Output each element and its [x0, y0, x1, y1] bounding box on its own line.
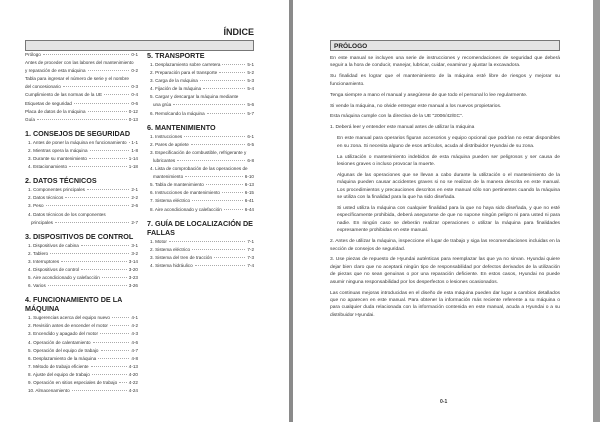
toc-entry-title: 5. Aire acondicionado y calefacción [28, 275, 100, 281]
toc-entry[interactable] [147, 101, 254, 109]
dot-leader [37, 119, 127, 120]
dot-leader [169, 241, 246, 242]
dot-leader [92, 374, 127, 375]
toc-page-number: 4-13 [128, 363, 138, 369]
toc-page-number: 6-13 [244, 182, 254, 188]
toc-entry-title: 3. Carga de la máquina [150, 78, 198, 84]
toc-page-number: 6-15 [244, 190, 254, 196]
toc-entry-title: 8. Ajuste del equipo de trabajo [28, 371, 90, 377]
dot-leader [101, 350, 130, 351]
toc-entry[interactable] [147, 61, 254, 69]
dot-leader [185, 176, 243, 177]
paragraph: Si usted utiliza la máquina con cualquier finalidad para la que no haya sido diseñada, y que no esté específicamente prohibida, deberá asegurarse de que no supone ningún peligro ni para usted ni para nadie. En ningún caso se deberán realizar operaciones o utilizar la máquina para finalidades expresamente prohibidas en este manual. [337, 206, 560, 234]
paragraph: 3. Use piezas de repuesto de Hyundai auténticas para reemplazar las que ya no sirvan. Hyundai quiere dejar bien claro que no aceptará ningún tipo de responsabilidad por defectos derivados de la utilización de piezas que no sean genuinas o por una reparación deficiente. En estos casos, Hyundai no puede asumir ninguna responsabilidad por los desperfectos o lesiones ocasionados. [330, 257, 560, 285]
toc-page-number: 5-3 [247, 78, 254, 84]
toc-entry-title: y reparación de esta máquina [25, 68, 86, 74]
toc-entry[interactable] [147, 141, 254, 149]
toc-entry-title: 1. Antes de poner la máquina en funcionamiento [28, 139, 127, 145]
dot-leader [43, 54, 130, 55]
toc-entry-title: Etiquetas de seguridad [25, 100, 72, 106]
toc-entry-title: 2. Pares de apriete [150, 141, 189, 147]
toc-page-number: 1-18 [128, 164, 138, 170]
dot-leader [90, 150, 130, 151]
dot-leader [98, 358, 129, 359]
toc-entry[interactable] [25, 83, 138, 91]
toc-page-number: 1-14 [128, 156, 138, 162]
toc-entry[interactable] [25, 355, 138, 363]
toc-entry[interactable] [147, 181, 254, 189]
paragraph: 1. Deberá leer y entender este manual antes de utilizar la máquina [330, 125, 475, 131]
toc-entry[interactable] [25, 155, 138, 163]
toc-entry-title: 3. Encendido y apagado del motor [28, 331, 98, 337]
toc-page-number: 3-1 [131, 242, 138, 248]
toc-page-number: 2-2 [131, 195, 138, 201]
toc-entry[interactable] [147, 149, 254, 157]
toc-page-number: 0-3 [131, 84, 138, 90]
toc-entry[interactable] [147, 206, 254, 214]
toc-page-number: 6-5 [247, 141, 254, 147]
dot-leader [65, 197, 129, 198]
section-heading: 2. DATOS TÉCNICOS [25, 176, 97, 186]
toc-entry[interactable] [25, 108, 138, 116]
toc-page-number: 2-6 [131, 203, 138, 209]
dot-leader [81, 245, 130, 246]
toc-entry-title: 2. Tablero [28, 250, 49, 256]
dot-leader [74, 103, 129, 104]
page-title: ÍNDICE [223, 27, 254, 37]
paragraph: La utilización o mantenimiento indebidos de esta máquina pueden ser peligrosos y ser causa de lesiones graves o incluso provocar la muerte. [337, 154, 560, 167]
toc-entry-title: Cumplimiento de las normas de la UE [25, 92, 103, 98]
toc-page-number: 1-1 [131, 139, 138, 145]
paragraph: Si vende la máquina, no olvide entregar este manual a los nuevos propietarios. [330, 103, 502, 109]
toc-entry[interactable] [25, 75, 138, 83]
toc-entry-title: 7. Sistema eléctrico [150, 198, 191, 204]
toc-entry-title: 5. Cargar y descargar la máquina mediante [150, 94, 239, 100]
dot-leader [222, 64, 245, 65]
toc-entry-title: 6. Desplazamiento de la máquina [28, 355, 97, 361]
toc-entry[interactable] [147, 173, 254, 181]
toc-entry[interactable] [25, 250, 138, 258]
toc-page-number: 7-4 [247, 262, 254, 268]
toc-entry-title: 3. Interruptores [28, 258, 60, 264]
dot-leader [192, 249, 245, 250]
dot-leader [91, 366, 127, 367]
toc-entry-title: 1. Motor [150, 238, 167, 244]
dot-leader [119, 382, 127, 383]
toc-entry-title: 2. Datos técnicos [28, 195, 64, 201]
toc-entry-title: 2. Preparación para el transporte [150, 70, 218, 76]
toc-entry-title: 4. Operación de calentamiento [28, 339, 91, 345]
toc-page-number: 0-13 [128, 116, 138, 122]
toc-entry[interactable] [147, 262, 254, 270]
toc-entry-title: 4. Datos técnicos de los componentes [28, 211, 106, 217]
dot-leader [88, 70, 130, 71]
dot-leader [195, 265, 246, 266]
toc-entry[interactable] [147, 93, 254, 101]
section-title: PRÓLOGO [334, 43, 368, 50]
toc-entry-title: principales [31, 219, 53, 225]
dot-leader [102, 277, 127, 278]
toc-entry[interactable] [147, 69, 254, 77]
toc-entry[interactable] [147, 189, 254, 197]
dot-leader [207, 113, 246, 114]
toc-entry-title: Prólogo [25, 52, 41, 57]
toc-entry-title: 6. Instrucciones de mantenimiento [150, 190, 220, 196]
paragraph: Las continuas mejoras introducidas en el diseño de esta máquina pueden dar lugar a cambios detallados que no aparecen en este manual. Para obtener la información más reciente referente a su máquina o para cualquier duda relacionada con la información contenida en este manual, acuda a Hyundai o a su distribuidor Hyundai. [330, 290, 560, 318]
toc-entry-title: 4. Lista de comprobación de las operaciones de [150, 166, 248, 172]
paragraph: 2. Antes de utilizar la máquina, inspeccione el lugar de trabajo y siga las recomendaciones incluidas en la sección de consejos de seguridad. [330, 239, 560, 252]
dot-leader [110, 325, 129, 326]
toc-page-number: 0-1 [131, 52, 138, 57]
toc-entry[interactable] [25, 282, 138, 290]
section-heading: 6. MANTENIMIENTO [147, 122, 216, 132]
toc-entry-title: 3. Especificación de combustible, refrigerante y [150, 149, 247, 155]
dot-leader [184, 136, 245, 137]
toc-entry-title: 2. Sistema eléctrico [150, 246, 191, 252]
section-title-bar [330, 40, 560, 51]
toc-entry-title: 3. Sistema del tren de tracción [150, 254, 213, 260]
toc-page-number: 3-20 [128, 266, 138, 272]
toc-page-number: 6-1 [247, 133, 254, 139]
toc-entry-title: 1. Desplazamiento sobre carretera [150, 62, 221, 67]
paragraph: Algunas de las operaciones que se llevan a cabo durante la utilización o el mantenimiento de la máquina pueden causar accidentes graves si no se realizan de la manera descrita en este manual. Los procedimientos y precauciones descritos en este manual sólo son pertinentes cuando la máquina se utiliza con la finalidad para la que ha sido diseñada. [337, 172, 560, 201]
toc-entry[interactable] [147, 197, 254, 205]
toc-page-number: 5-6 [247, 102, 254, 108]
toc-entry[interactable] [147, 165, 254, 173]
toc-entry[interactable] [25, 219, 138, 227]
toc-page-number: 5-7 [247, 110, 254, 116]
toc-page-number: 4-6 [131, 339, 138, 345]
toc-page-number: 4-2 [131, 323, 138, 329]
paragraph: En este manual se incluyen una serie de instrucciones y recomendaciones de seguridad que deberá seguir a la hora de conducir, manejar, lubricar, cuidar, examinar y ajustar la excavadora. [330, 56, 560, 69]
toc-entry[interactable] [25, 258, 138, 266]
dot-leader [112, 317, 129, 318]
toc-page-number: 6-44 [244, 206, 254, 212]
dot-leader [104, 94, 129, 95]
toc-entry-title: 1. Instrucciones [150, 133, 183, 139]
toc-entry-title: 1. Sugerencias acerca del equipo nuevo [28, 315, 110, 321]
toc-page-number: 4-1 [131, 315, 138, 321]
dot-leader [89, 158, 127, 159]
toc-column-1 [25, 51, 138, 395]
toc-page-number: 4-20 [128, 371, 138, 377]
toc-entry[interactable] [25, 363, 138, 371]
dot-leader [222, 192, 243, 193]
toc-page-number: 0-2 [131, 68, 138, 74]
dot-leader [55, 222, 129, 223]
toc-entry[interactable] [25, 379, 138, 387]
toc-page-number: 4-8 [131, 355, 138, 361]
dot-leader [48, 285, 127, 286]
toc-entry-title: 1. Dispositivos de cabina [28, 242, 79, 248]
toc-page-number: 5-2 [247, 70, 254, 76]
toc-entry-title: 6. Remolcando la máquina [150, 110, 205, 116]
toc-page-number: 6-10 [244, 174, 254, 180]
toc-page-number: 4-24 [128, 388, 138, 394]
toc-page-number: 4-7 [131, 347, 138, 353]
section-heading: 4. FUNCIONAMIENTO DE LA MÁQUINA [25, 295, 123, 314]
toc-page-number: 0-6 [131, 100, 138, 106]
toc-entry-title: 2. Mientras opera la máquina [28, 147, 88, 153]
toc-entry-title: 3. Peso [28, 203, 44, 209]
dot-leader [191, 144, 246, 145]
prologue-page [293, 0, 593, 422]
toc-entry[interactable] [25, 202, 138, 210]
toc-entry[interactable] [25, 194, 138, 202]
toc-entry[interactable] [147, 77, 254, 85]
toc-entry-title: Placa de datos de la máquina [25, 108, 86, 114]
paragraph: Esta máquina cumple con la directiva de la UE "2006/42/EC". [330, 114, 464, 120]
toc-entry[interactable] [25, 67, 138, 75]
toc-entry[interactable] [25, 59, 138, 67]
toc-entry[interactable] [147, 110, 254, 118]
toc-page-number: 5-4 [247, 86, 254, 92]
dot-leader [224, 209, 243, 210]
index-page [0, 0, 289, 422]
dot-leader [100, 333, 129, 334]
paragraph: En este manual para operarios figuran accesorios y equipo opcional que podrían no estar disponibles en su zona. Si necesita alguno de esos artículos, acuda al distribuidor Hyundai de su zona. [337, 136, 560, 149]
toc-entry[interactable] [25, 91, 138, 99]
toc-entry-title: 4. Estacionamiento [28, 164, 68, 170]
dot-leader [69, 166, 127, 167]
dot-leader [87, 189, 129, 190]
toc-page-number: 0-4 [131, 92, 138, 98]
page-edge [593, 0, 600, 422]
toc-entry-title: lubricantes [153, 157, 176, 163]
toc-page-number: 7-3 [247, 254, 254, 260]
dot-leader [88, 111, 127, 112]
dot-leader [177, 160, 245, 161]
toc-entry[interactable] [25, 211, 138, 219]
toc-page-number: 0-12 [128, 108, 138, 114]
toc-page-number: 4-22 [128, 380, 138, 385]
toc-page-number: 6-41 [244, 198, 254, 204]
dot-leader [93, 342, 130, 343]
toc-entry-title: Guía [25, 116, 35, 122]
toc-entry-title: Antes de proceder con las labores del mantenimiento [25, 60, 134, 66]
toc-entry-title: 7. Método de trabajo eficiente [28, 363, 89, 369]
toc-entry[interactable] [25, 347, 138, 355]
toc-entry[interactable] [25, 274, 138, 282]
toc-entry[interactable] [25, 322, 138, 330]
toc-page-number: 7-2 [247, 246, 254, 252]
toc-entry[interactable] [147, 157, 254, 165]
dot-leader [173, 104, 245, 105]
page-number: 0-1 [440, 399, 448, 405]
dot-leader [219, 72, 245, 73]
toc-entry[interactable] [25, 314, 138, 322]
dot-leader [81, 269, 127, 270]
title-bar [25, 40, 254, 51]
dot-leader [50, 253, 129, 254]
toc-entry-title: 3. Durante su mantenimiento [28, 156, 87, 162]
toc-entry[interactable] [147, 246, 254, 254]
toc-entry-title: 8. Aire acondicionado y calefacción [150, 206, 222, 212]
toc-entry-title: del concesionario [25, 84, 61, 90]
toc-page-number: 3-2 [131, 250, 138, 256]
toc-column-2 [147, 51, 254, 270]
toc-page-number: 3-23 [128, 275, 138, 281]
section-heading: 3. DISPOSITIVOS DE CONTROL [25, 231, 134, 241]
toc-page-number: 2-1 [131, 187, 138, 193]
prologue-body [330, 55, 560, 323]
toc-entry-title: 4. Fijación de la máquina [150, 86, 202, 92]
toc-entry-title: 5. Operación del equipo de trabajo [28, 347, 99, 353]
section-heading: 5. TRANSPORTE [147, 51, 205, 60]
toc-entry-title: mantenimiento [153, 174, 184, 180]
toc-entry-title: 10. Almacenamiento [28, 388, 70, 394]
toc-entry[interactable] [147, 133, 254, 141]
dot-leader [200, 80, 246, 81]
toc-entry[interactable] [25, 51, 138, 59]
toc-entry-title: 4. Dispositivos de control [28, 266, 80, 272]
toc-entry-title: Tabla para ingresar el número de serie y el nombre [25, 76, 129, 82]
toc-page-number: 1-8 [131, 147, 138, 153]
toc-entry-title: 6. Varios [28, 283, 46, 289]
dot-leader [61, 261, 127, 262]
toc-entry[interactable] [25, 330, 138, 338]
dot-leader [206, 184, 243, 185]
toc-entry[interactable] [147, 238, 254, 246]
toc-entry[interactable] [25, 147, 138, 155]
toc-entry-title: 4. Sistema hidráulico [150, 262, 193, 268]
toc-page-number: 7-1 [247, 238, 254, 244]
dot-leader [72, 390, 127, 391]
toc-entry-title: 5. Tabla de mantenimiento [150, 182, 204, 188]
toc-entry[interactable] [25, 242, 138, 250]
toc-page-number: 3-14 [128, 258, 138, 264]
toc-page-number: 3-26 [128, 283, 138, 289]
toc-page-number: 4-3 [131, 331, 138, 337]
toc-page-number: 2-7 [131, 219, 138, 225]
toc-page-number: 6-8 [247, 157, 254, 163]
toc-entry-title: una grúa [153, 102, 172, 108]
toc-entry-title: 2. Revisión antes de encender el motor [28, 323, 108, 329]
dot-leader [192, 200, 243, 201]
toc-entry-title: 1. Componentes principales [28, 187, 85, 193]
toc-entry[interactable] [25, 266, 138, 274]
toc-entry[interactable] [25, 163, 138, 171]
toc-entry[interactable] [25, 139, 138, 147]
paragraph: Tenga siempre a mano el manual y asegúrese de que todo el personal lo lee regularmente. [330, 92, 528, 98]
toc-page-number: 5-1 [247, 62, 254, 67]
toc-entry[interactable] [25, 186, 138, 194]
toc-entry-title: 9. Operación en sitios especiales de trabajo [28, 380, 118, 385]
toc-entry[interactable] [25, 339, 138, 347]
dot-leader [129, 142, 130, 143]
dot-leader [63, 86, 130, 87]
dot-leader [203, 88, 245, 89]
paragraph: Su finalidad es lograr que el mantenimiento de la máquina esté libre de riesgos y mejorar su funcionamiento. [330, 74, 560, 87]
toc-entry[interactable] [25, 100, 138, 108]
toc-entry[interactable] [25, 116, 138, 124]
section-heading: 7. GUÍA DE LOCALIZACIÓN DE FALLAS [147, 218, 253, 237]
toc-entry[interactable] [25, 371, 138, 379]
dot-leader [214, 257, 245, 258]
toc-entry[interactable] [147, 254, 254, 262]
section-heading: 1. CONSEJOS DE SEGURIDAD [25, 128, 131, 138]
toc-entry[interactable] [147, 85, 254, 93]
toc-entry[interactable] [25, 387, 138, 395]
dot-leader [46, 205, 130, 206]
